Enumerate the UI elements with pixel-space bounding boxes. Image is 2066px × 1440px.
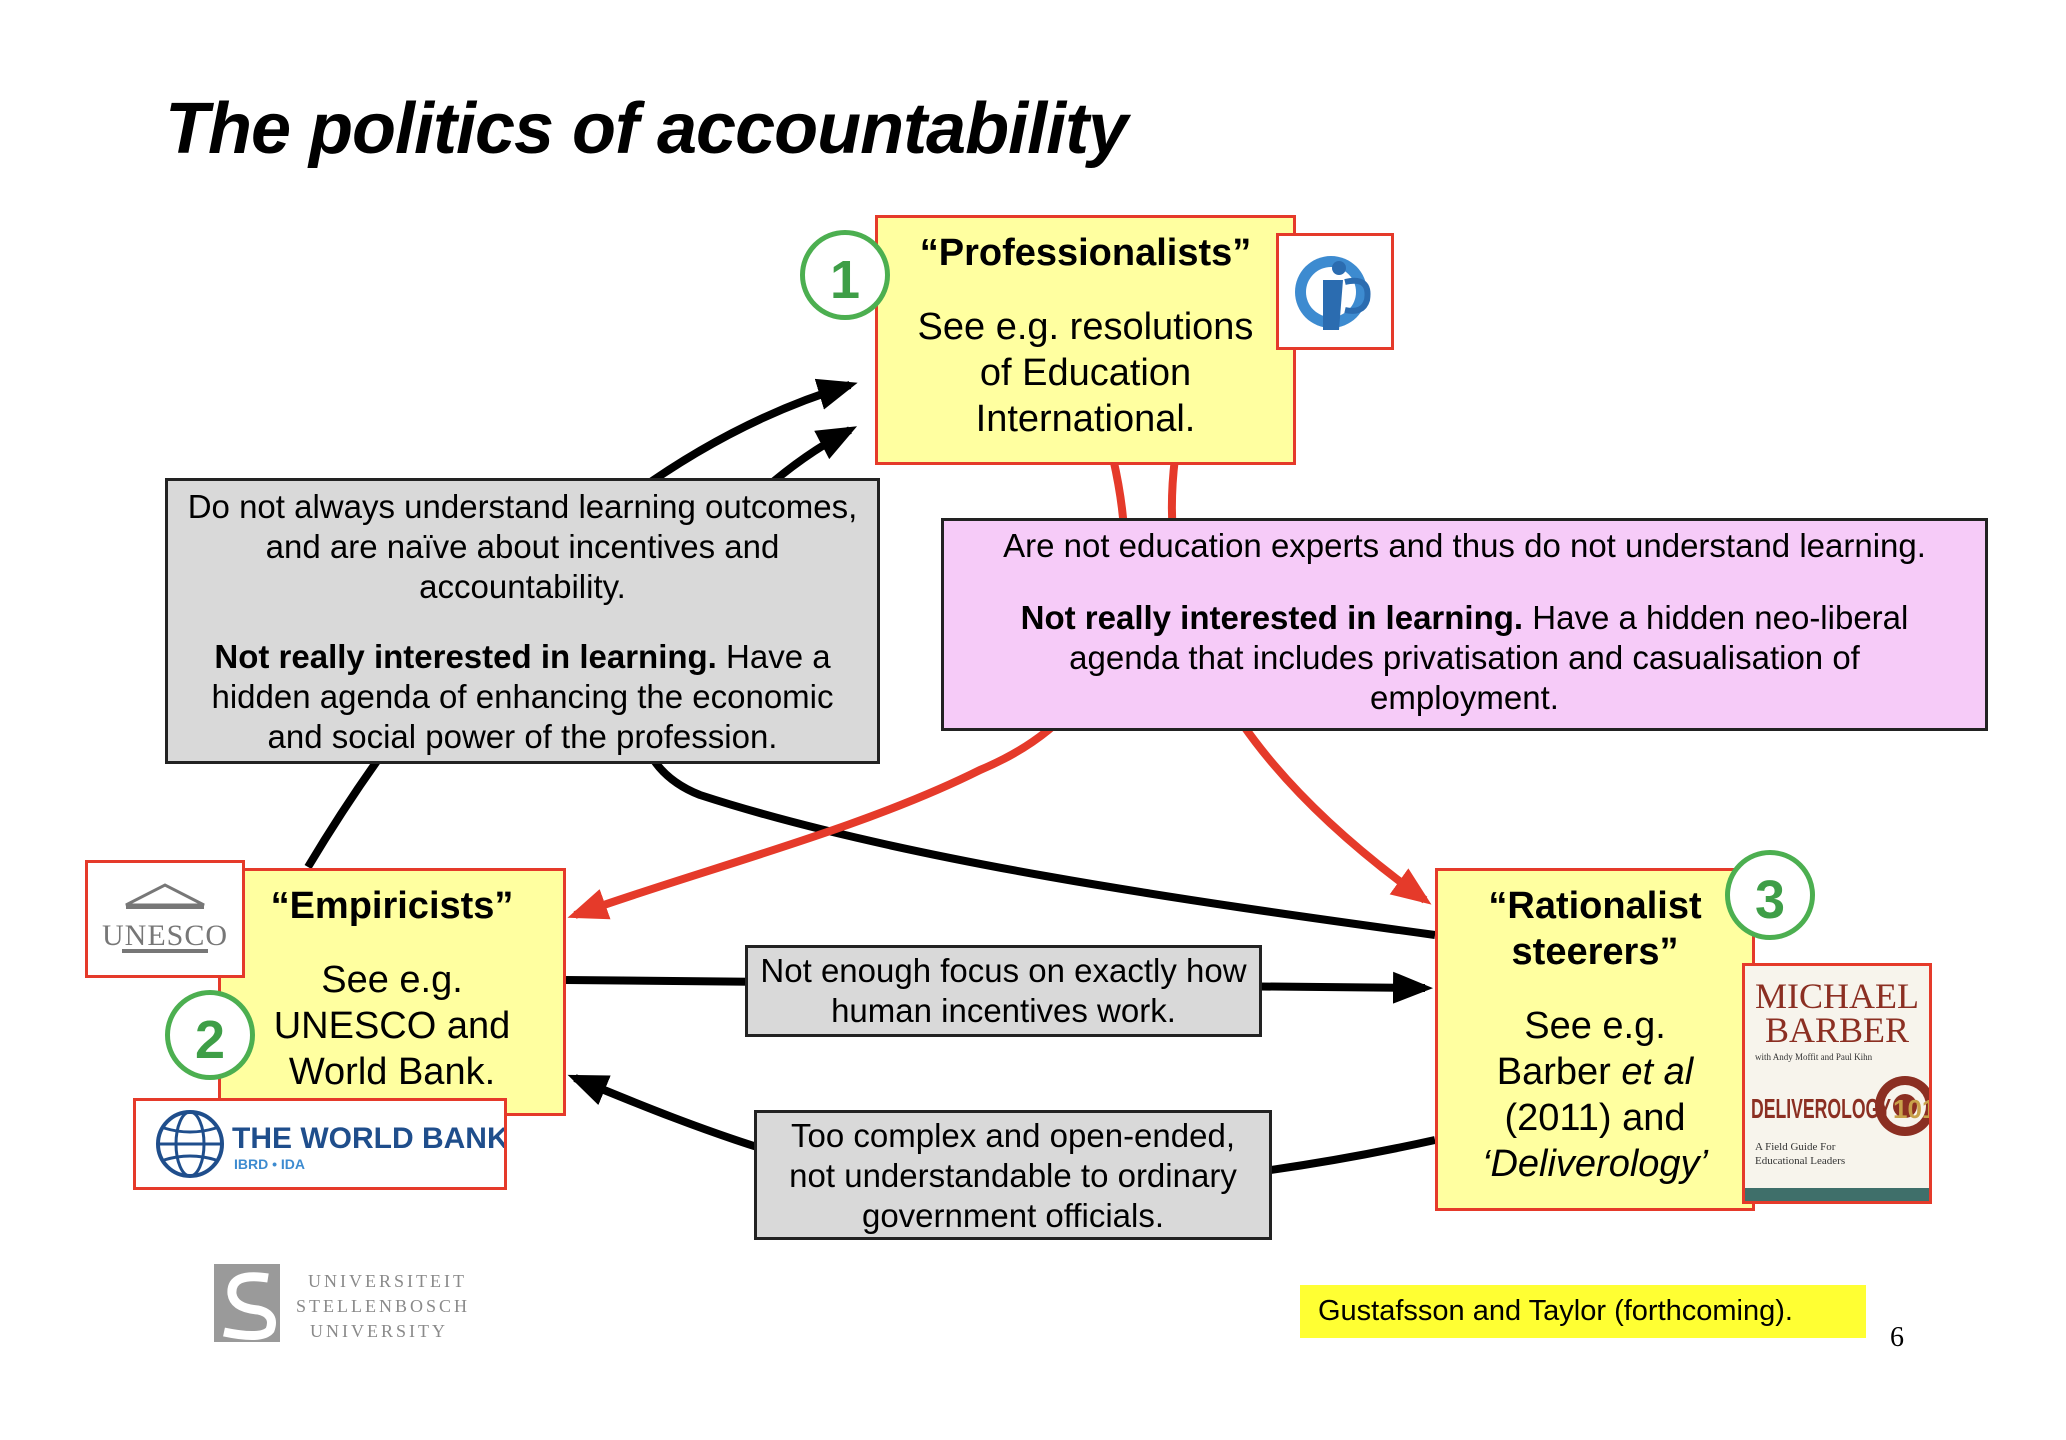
book-coauthors: with Andy Moffit and Paul Kihn <box>1755 1052 1873 1062</box>
node-body-line: See e.g. resolutions <box>917 306 1254 348</box>
page-number: 6 <box>1890 1322 1904 1353</box>
number-badge-2: 2 <box>165 990 255 1080</box>
world-bank-logo <box>133 1098 507 1190</box>
critique-text: Too complex and open-ended, not understandable to ordinary government officials. <box>789 1117 1237 1234</box>
critique-rest: Have a hidden agenda of enhancing the economic and social power of the profession. <box>211 638 834 755</box>
unesco-temple-icon <box>88 863 242 975</box>
critique-text: Do not always understand learning outcomes, and are naïve about incentives and accountability. <box>187 488 858 605</box>
university-line: UNIVERSITY <box>310 1321 448 1341</box>
world-bank-globe-icon <box>136 1101 504 1187</box>
number-badge-1: 1 <box>800 230 890 320</box>
node-body-line: International. <box>975 398 1196 440</box>
stellenbosch-university-logo <box>210 1258 490 1348</box>
critique-of-empiricists-and-rationalists <box>941 518 1988 731</box>
source-citation: Gustafsson and Taylor (forthcoming). <box>1300 1285 1866 1338</box>
critique-rest: Have a hidden neo-liberal agenda that includes privatisation and casualisation of employment. <box>1069 599 1909 716</box>
critique-of-professionalists <box>165 478 880 764</box>
page-title: The politics of accountability <box>165 89 1128 169</box>
university-crest-icon <box>210 1258 490 1348</box>
critique-emphasis: Not really interested in learning. <box>214 638 717 675</box>
world-bank-sub: IBRD • IDA <box>234 1156 306 1172</box>
number-badge-3: 3 <box>1725 850 1815 940</box>
node-empiricists <box>218 868 566 1116</box>
node-body-line: (2011) and <box>1504 1097 1686 1139</box>
critique-of-rationalists-complexity <box>754 1110 1272 1240</box>
node-rationalists <box>1435 868 1755 1211</box>
node-heading: “Empiricists” <box>270 885 514 927</box>
critique-text-2 <box>980 598 1949 718</box>
node-body-line: World Bank. <box>288 1051 496 1093</box>
node-body-line: See e.g. <box>321 959 463 1001</box>
node-body-line: of Education <box>979 352 1192 394</box>
critique-text: Not enough focus on exactly how human incentives work. <box>760 952 1247 1029</box>
education-international-logo <box>1276 233 1394 350</box>
unesco-logo <box>85 860 245 978</box>
book-title-number: 10 <box>1893 1094 1922 1124</box>
node-body-text: Barber <box>1496 1051 1622 1093</box>
node-professionalists <box>875 215 1296 465</box>
node-heading: “Rationalist <box>1488 885 1702 927</box>
node-body-line-2 <box>1438 1049 1752 1095</box>
critique-emphasis: Not really interested in learning. <box>1020 599 1524 636</box>
book-subtitle: Educational Leaders <box>1755 1155 1846 1167</box>
book-author-first: MICHAEL <box>1755 976 1919 1016</box>
deliverology-book-cover <box>1742 963 1932 1204</box>
critique-text-2 <box>182 637 863 757</box>
unesco-wordmark: UNESCO <box>101 919 229 952</box>
book-title: DELIVEROLOGY <box>1751 1093 1892 1124</box>
node-heading: “Professionalists” <box>919 232 1252 274</box>
education-international-icon <box>1279 236 1391 347</box>
book-author-last: BARBER <box>1764 1010 1910 1050</box>
critique-text: Are not education experts and thus do not understand learning. <box>1003 527 1926 564</box>
node-body-line: See e.g. <box>1524 1005 1666 1047</box>
node-heading: steerers” <box>1511 931 1679 973</box>
book-subtitle: A Field Guide For <box>1755 1141 1836 1153</box>
node-body-italic: et al <box>1621 1051 1694 1093</box>
node-body-line: ‘Deliverology’ <box>1482 1143 1708 1185</box>
world-bank-name: THE WORLD BANK <box>232 1122 504 1155</box>
university-line: UNIVERSITEIT <box>308 1271 467 1291</box>
critique-of-empiricists-incentives <box>745 945 1262 1037</box>
node-body-line: UNESCO and <box>273 1005 511 1047</box>
university-line: STELLENBOSCH <box>296 1296 471 1316</box>
book-cover-art <box>1745 966 1929 1201</box>
